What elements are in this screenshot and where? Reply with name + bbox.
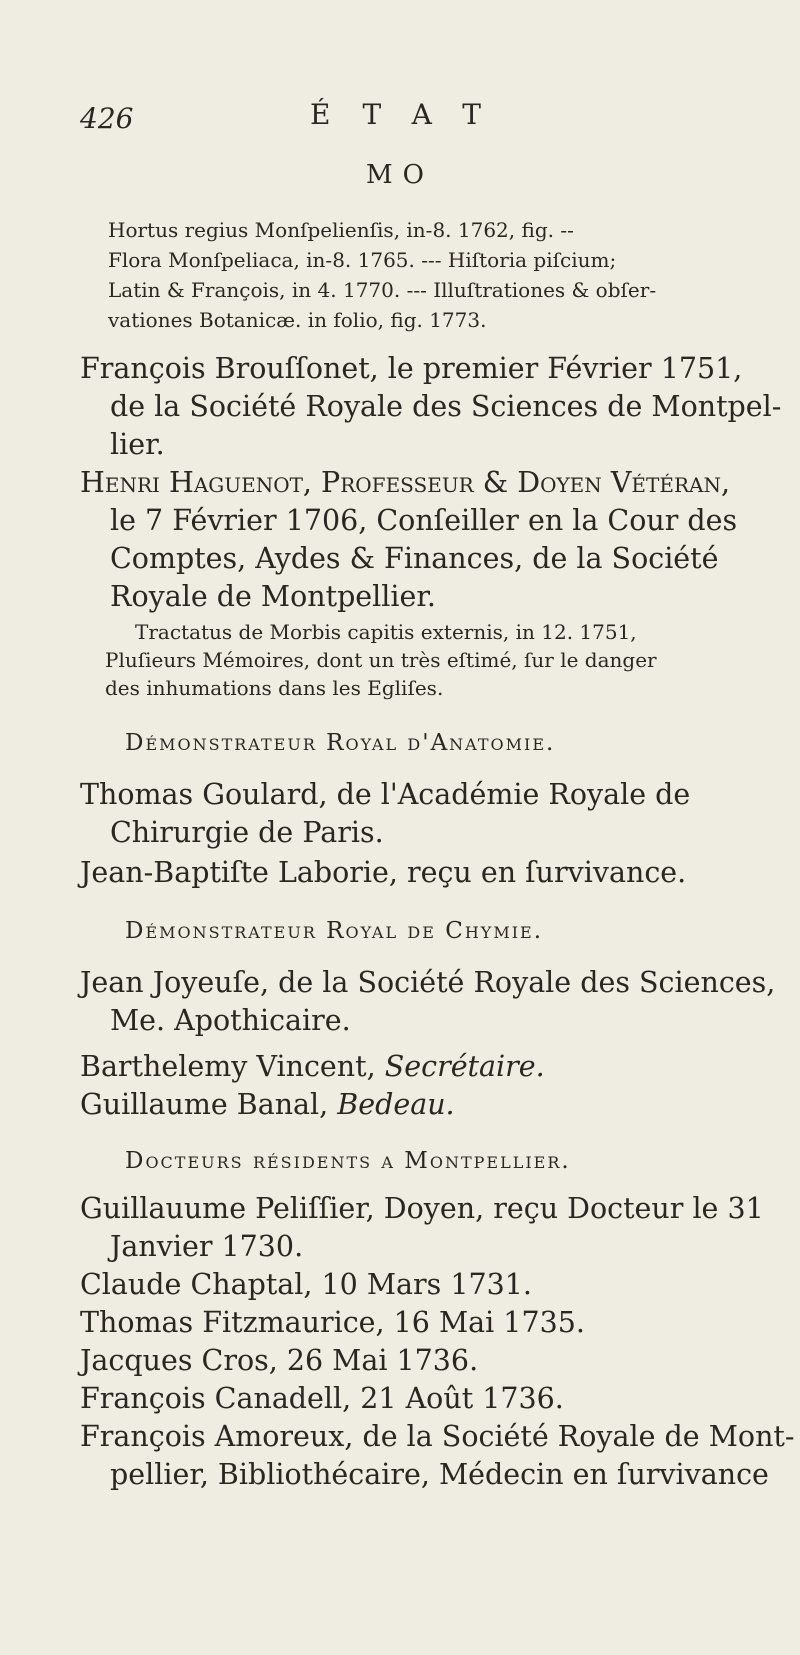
entry-line: de la Société Royale des Sciences de Montpel-: [110, 390, 782, 423]
doctor-line: pellier, Bibliothécaire, Médecin en ſurvivance: [110, 1458, 769, 1491]
bibliography-line: vationes Botanicæ. in folio, fig. 1773.: [108, 308, 487, 332]
entry-line: Thomas Goulard, de l'Académie Royale de: [80, 778, 691, 811]
entry-line: Me. Apothicaire.: [110, 1004, 351, 1037]
entry-line: Comptes, Aydes & Finances, de la Société: [110, 542, 719, 575]
works-line: des inhumations dans les Egliſes.: [105, 676, 444, 700]
entry-line: Henri Haguenot, Profeſſeur & Doyen Vétéran,: [80, 466, 731, 499]
officer-role: Bedeau.: [337, 1088, 455, 1121]
doctor-line: Jacques Cros, 26 Mai 1736.: [80, 1344, 479, 1377]
entry-line: lier.: [110, 428, 165, 461]
officer-role: Secrétaire.: [384, 1050, 545, 1083]
bibliography-line: Hortus regius Monſpelienſis, in-8. 1762, fig. --: [108, 218, 574, 242]
officer-name: Guillaume Banal,: [80, 1088, 338, 1121]
entry-line: Chirurgie de Paris.: [110, 816, 384, 849]
entry-line: François Brouſſonet, le premier Février 1751,: [80, 352, 743, 385]
entry-line: Royale de Montpellier.: [110, 580, 436, 613]
bibliography-line: Latin & François, in 4. 1770. --- Illuſtrationes & obſer-: [108, 278, 657, 302]
works-line: Tractatus de Morbis capitis externis, in 12. 1751,: [135, 620, 637, 644]
officer-name: Barthelemy Vincent,: [80, 1050, 385, 1083]
heading-doctors: Docteurs résidents a Montpellier.: [125, 1148, 571, 1174]
officer-line: [80, 1050, 545, 1083]
doctor-line: Guillauume Peliſſier, Doyen, reçu Docteur le 31: [80, 1192, 764, 1225]
doctor-line: François Amoreux, de la Société Royale de Mont-: [80, 1420, 795, 1453]
doctor-line: Claude Chaptal, 10 Mars 1731.: [80, 1268, 532, 1301]
page-number: 426: [80, 102, 134, 135]
page-header: [80, 98, 740, 148]
entry-line: Jean Joyeuſe, de la Société Royale des Sciences,: [80, 966, 776, 999]
bibliography-line: Flora Monſpeliaca, in-8. 1765. --- Hiſtoria piſcium;: [108, 248, 617, 272]
doctor-line: Thomas Fitzmaurice, 16 Mai 1735.: [80, 1306, 585, 1339]
heading-chemistry: Démonstrateur Royal de Chymie.: [125, 918, 544, 944]
entry-line: le 7 Février 1706, Conſeiller en la Cour des: [110, 504, 738, 537]
doctor-line: Janvier 1730.: [110, 1230, 304, 1263]
section-letters: MO: [366, 160, 434, 190]
entry-line: Jean-Baptiſte Laborie, reçu en ſurvivance.: [80, 856, 687, 889]
heading-anatomy: Démonstrateur Royal d'Anatomie.: [125, 730, 556, 756]
works-line: Pluſieurs Mémoires, dont un très eſtimé, ſur le danger: [105, 648, 657, 672]
officer-line: [80, 1088, 455, 1121]
doctor-line: François Canadell, 21 Août 1736.: [80, 1382, 564, 1415]
running-title: ÉTAT: [310, 98, 513, 131]
